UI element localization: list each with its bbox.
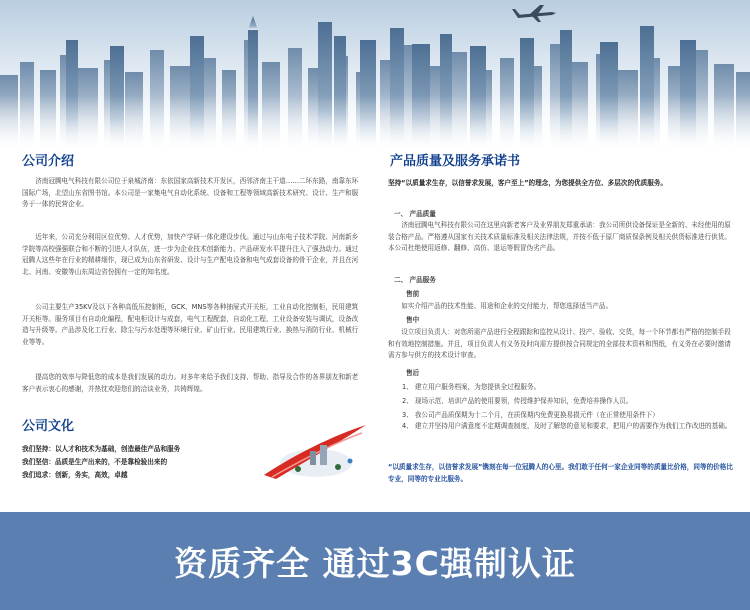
- aftersale-item: 1、 建立用户服务档案，为您提供全过程服务。: [402, 383, 541, 391]
- intro-paragraph-2: 近年来，公司充分利用区位优势、人才优势，加快产学研一体化建设步伐。通过与山东电子技术学院、河南新乡学院等高校强强联合和不断的引进人才队伍，进一步为企业技术创新能力、产品研发水平提升注入了强劲动力。通过冠腾人这些年在行业的精耕细作，现已成为山东省研发、设计与生产配电设备和电气成套设备的骨干企业，并且在河北、河南、安徽等山东周边省份拥有一定的知名度。: [22, 233, 359, 276]
- aftersale-item: 2、 现场示范、培训产品的使用要领，传授维护保养知识，免费培养操作人员。: [402, 397, 633, 405]
- skyline-banner: [0, 0, 750, 150]
- section-product-quality-text: 济南冠腾电气科技有限公司在这里向新老客户及业界朋友郑重承诺：我公司所供设备保证是全新的、未经使用的原装合格产品。严格遵从国家有关技术质量标准及相关法律法规，并按不低于原厂商质保条例及相关供货标准进行供货。本公司杜绝使用返修、翻修、高仿、退运等假冒伪劣产品。: [388, 221, 731, 253]
- culture-item: 我们坚信：品质是生产出来的，不是靠检验出来的: [22, 458, 168, 466]
- insale-heading: 售中: [406, 316, 420, 324]
- culture-item: 我们坚持：以人才和技术为基础，创造最佳产品和服务: [22, 445, 181, 453]
- presale-text: 如实介绍产品的技术性能、用途和企业的交付能力，帮您选择适当产品。: [401, 302, 613, 310]
- certification-slogan: 资质齐全 通过3C强制认证: [174, 544, 576, 583]
- intro-paragraph-4: 提高您的效率与降低您的成本是我们发展的动力。对多年来给予我们支持、帮助、指导及合作的各界朋友和新老客户表示衷心的感谢，并热忱欢迎您们的洽谈业务，共铸辉煌。: [22, 373, 359, 393]
- aftersale-heading: 售后: [406, 369, 420, 377]
- company-culture-title: 公司文化: [22, 419, 75, 434]
- closing-statement: “以质量求生存，以信誉求发展”镌刻在每一位冠腾人的心里。我们敢于任何一家企业同等的质量比价格，同等的价格比专业，同等的专业比服务。: [388, 463, 733, 483]
- aftersale-item: 4、 建立并坚持用户满意度不定期调查制度，及时了解您的意见和要求，把用户的需要作为我们工作改进的基础。: [402, 422, 732, 430]
- insale-text: 设立项目负责人：对您所需产品进行全程跟踪和监控从设计、投产、验收、交货，每一个环节都有严格的控制手段和有效地控制措施。并且，项目负责人有义务及时向需方提供按合同规定的全部技术资料和图纸，有义务在必要时邀请需方参与供方的技术设计审查。: [388, 328, 731, 360]
- airplane-icon: [512, 5, 556, 22]
- intro-paragraph-1: 济南冠腾电气科技有限公司位于泉城济南：东依国家高新技术开发区，西邻济南主干道……二环东路，南靠东环国际广场，北望山东省图书馆。本公司是一家集电气自动化系统、设备和工程等领域高新技术研究、设计、生产和服务于一体的民营企业。: [22, 177, 359, 209]
- city-skyline-illustration: [0, 0, 750, 150]
- culture-item: 我们追求：创新，务实，高效，卓越: [22, 471, 128, 479]
- quality-commitment-title: 产品质量及服务承诺书: [390, 154, 521, 169]
- footer-banner: [0, 512, 750, 610]
- red-swoosh-decoration-icon: [254, 415, 374, 495]
- intro-paragraph-3: 公司主要生产35KV及以下各种高低压控制柜，GCK、MNS等各种抽屉式开关柜，工业自动化控制柜，民用建筑开关柜等。服务项目有自动化编程，配电柜设计与成套，电气工程配套，自动化工程，工业设备安装与调试，设备改造与升级等。产品涉及化工行业、除尘与污水处理等环境行业、矿山行业、民用建筑行业、换热与消防行业、机械行业等等。: [22, 303, 359, 346]
- commitment-lead: 坚持“以质量求生存，以信誉求发展，客户至上”的理念，为您提供全方位、多层次的优质服务。: [388, 179, 668, 187]
- brochure-content: [0, 150, 750, 512]
- section-product-service-heading: 二、 产品服务: [394, 276, 436, 284]
- company-intro-title: 公司介绍: [22, 154, 75, 169]
- aftersale-item: 3、 我公司产品质保期为十二个月，在质保期内免费更换易损元件（在正常使用条件下）: [402, 411, 659, 419]
- section-product-quality-heading: 一、 产品质量: [394, 210, 436, 218]
- presale-heading: 售前: [406, 290, 420, 298]
